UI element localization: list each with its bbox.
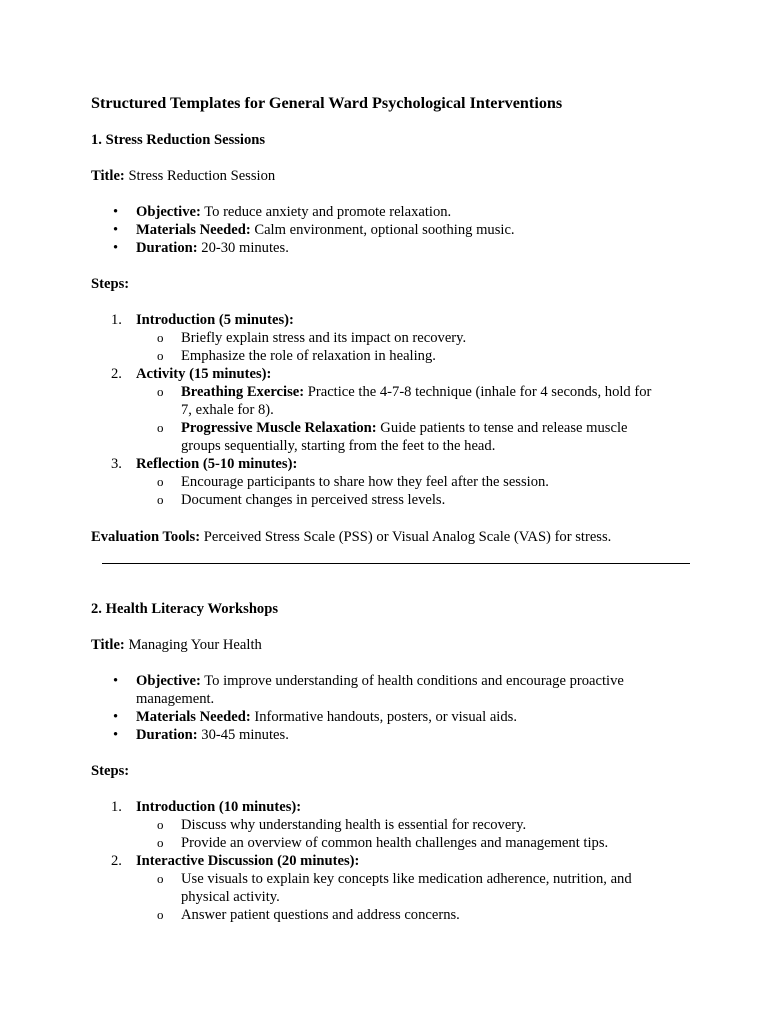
circle-bullet-icon: o [157, 835, 164, 850]
sub-item: o Document changes in perceived stress levels. [157, 492, 446, 508]
sub-item: o Answer patient questions and address concerns. [157, 907, 460, 923]
sub-item: o Emphasize the role of relaxation in healing. [157, 348, 436, 364]
step-item: 3. Reflection (5-10 minutes): [111, 456, 298, 472]
sub-item: o Progressive Muscle Relaxation: Guide patients to tense and release muscle [157, 420, 628, 436]
step-item: 1. Introduction (10 minutes): [111, 799, 302, 815]
section-title-line: Title: Stress Reduction Session [91, 168, 276, 184]
sub-item: o Use visuals to explain key concepts like medication adherence, nutrition, and [157, 871, 632, 887]
list-item: • Materials Needed: Informative handouts, posters, or visual aids. [113, 709, 517, 725]
sub-item-continued: 7, exhale for 8). [181, 402, 274, 418]
bullet-icon: • [113, 727, 119, 743]
sub-item: o Encourage participants to share how they feel after the session. [157, 474, 549, 490]
circle-bullet-icon: o [157, 907, 164, 922]
circle-bullet-icon: o [157, 384, 164, 399]
sub-item: o Briefly explain stress and its impact on recovery. [157, 330, 467, 346]
step-item: 1. Introduction (5 minutes): [111, 312, 294, 328]
sub-item: o Discuss why understanding health is essential for recovery. [157, 817, 527, 833]
section-title-line: Title: Managing Your Health [91, 637, 262, 653]
circle-bullet-icon: o [157, 817, 164, 832]
steps-list [91, 798, 691, 924]
list-item: • Objective: To reduce anxiety and promote relaxation. [113, 204, 452, 220]
step-item: 2. Interactive Discussion (20 minutes): [111, 853, 360, 869]
circle-bullet-icon: o [157, 420, 164, 435]
circle-bullet-icon: o [157, 474, 164, 489]
step-item: 2. Activity (15 minutes): [111, 366, 272, 382]
document-title: Structured Templates for General Ward Psychological Interventions [91, 94, 563, 112]
sub-item-continued: groups sequentially, starting from the feet to the head. [181, 438, 496, 454]
circle-bullet-icon: o [157, 348, 164, 363]
list-item: • Objective: To improve understanding of health conditions and encourage proactive [113, 673, 624, 689]
steps-list [91, 311, 691, 509]
sub-item-continued: physical activity. [181, 889, 280, 905]
evaluation-line: Evaluation Tools: Perceived Stress Scale (PSS) or Visual Analog Scale (VAS) for stress. [91, 529, 612, 545]
steps-heading: Steps: [91, 763, 130, 779]
horizontal-rule [102, 563, 690, 564]
list-item: • Duration: 30-45 minutes. [113, 727, 289, 743]
bullet-icon: • [113, 204, 119, 220]
steps-heading: Steps: [91, 276, 130, 292]
details-list [91, 672, 691, 744]
circle-bullet-icon: o [157, 871, 164, 886]
sub-item: o Breathing Exercise: Practice the 4-7-8 technique (inhale for 4 seconds, hold for [157, 384, 652, 400]
bullet-icon: • [113, 222, 119, 238]
bullet-icon: • [113, 709, 119, 725]
bullet-icon: • [113, 673, 119, 689]
section-heading: 2. Health Literacy Workshops [91, 601, 279, 617]
bullet-icon: • [113, 240, 119, 256]
details-list [91, 203, 691, 257]
section-heading: 1. Stress Reduction Sessions [91, 132, 266, 148]
circle-bullet-icon: o [157, 492, 164, 507]
list-item: • Duration: 20-30 minutes. [113, 240, 289, 256]
circle-bullet-icon: o [157, 330, 164, 345]
list-item: • Materials Needed: Calm environment, optional soothing music. [113, 222, 515, 238]
sub-item: o Provide an overview of common health challenges and management tips. [157, 835, 609, 851]
list-item-continued: management. [136, 691, 215, 707]
